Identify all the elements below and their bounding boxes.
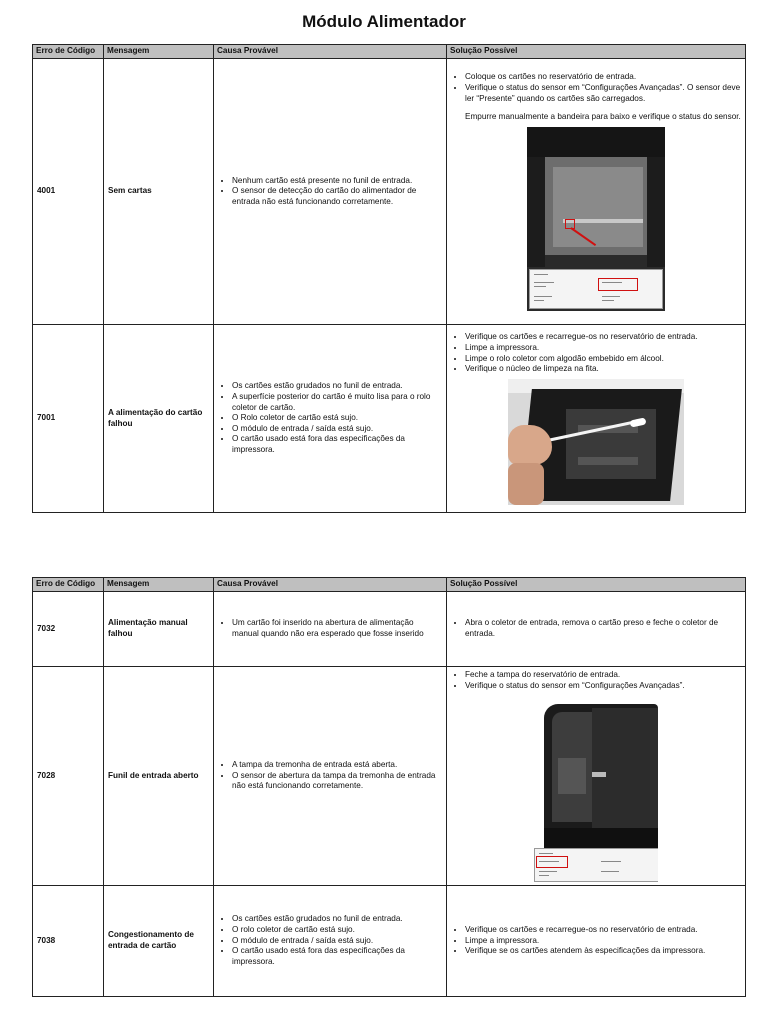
solution-item: • Verifique se os cartões atendem às especificações da impressora. [465,946,741,957]
cause-item: • Nenhum cartão está presente no funil de entrada. [232,176,442,187]
header-cause: Causa Provável [214,578,447,592]
solution-item: • Limpe a impressora. [465,936,741,947]
cause-cell [214,325,447,513]
error-code: 7028 [33,667,104,886]
page-title: Módulo Alimentador [302,12,466,31]
header-message: Mensagem [104,45,214,59]
error-message: Sem cartas [104,59,214,325]
cause-item: • O cartão usado está fora das especificações da impressora. [232,946,442,967]
solution-cell [447,59,746,325]
cause-item: • Os cartões estão grudados no funil de entrada. [232,914,442,925]
cause-item: • O cartão usado está fora das especificações da impressora. [232,434,442,455]
error-message: Funil de entrada aberto [104,667,214,886]
table-row [33,592,746,667]
error-code: 7032 [33,592,104,667]
header-message: Mensagem [104,578,214,592]
sensor-flag-photo [527,127,665,311]
table-row [33,667,746,886]
cause-item: • O módulo de entrada / saída está sujo. [232,936,442,947]
header-cause: Causa Provável [214,45,447,59]
solution-item: • Feche a tampa do reservatório de entrada. [465,670,741,681]
cause-item: • O Rolo coletor de cartão está sujo. [232,413,442,424]
solution-item: • Limpe o rolo coletor com algodão embebido em álcool. [465,354,741,365]
error-code: 4001 [33,59,104,325]
solution-item: • Abra o coletor de entrada, remova o cartão preso e feche o coletor de entrada. [465,618,741,639]
solution-item: • Verifique o status do sensor em “Configurações Avançadas”. [465,681,741,692]
header-code: Erro de Código [33,578,104,592]
error-message: A alimentação do cartão falhou [104,325,214,513]
table-header-row [33,45,746,59]
solution-item: • Coloque os cartões no reservatório de entrada. [465,72,741,83]
header-code: Erro de Código [33,45,104,59]
header-solution: Solução Possível [447,45,746,59]
solution-cell [447,592,746,667]
error-table-1 [32,44,746,513]
cause-item: • Um cartão foi inserido na abertura de alimentação manual quando não era esperado que fosse inserido [232,618,442,639]
cleaning-swab-photo [508,379,684,505]
table-header-row [33,578,746,592]
solution-item: • Limpe a impressora. [465,343,741,354]
error-table-2 [32,577,746,997]
solution-note: Empurre manualmente a bandeira para baixo e verifique o status do sensor. [465,112,741,122]
table-row [33,59,746,325]
cause-item: • O rolo coletor de cartão está sujo. [232,925,442,936]
cause-item: • O sensor de abertura da tampa da tremonha de entrada não está funcionando corretamente. [232,771,442,792]
solution-cell [447,325,746,513]
table-row [33,325,746,513]
error-message: Congestionamento de entrada de cartão [104,886,214,997]
header-solution: Solução Possível [447,578,746,592]
cause-item: • A superfície posterior do cartão é muito lisa para o rolo coletor de cartão. [232,392,442,413]
cause-cell [214,592,447,667]
error-message: Alimentação manual falhou [104,592,214,667]
solution-item: • Verifique os cartões e recarregue-os no reservatório de entrada. [465,925,741,936]
cause-item: • Os cartões estão grudados no funil de entrada. [232,381,442,392]
cause-cell [214,886,447,997]
solution-item: • Verifique os cartões e recarregue-os no reservatório de entrada. [465,332,741,343]
error-code: 7001 [33,325,104,513]
cause-item: • A tampa da tremonha de entrada está aberta. [232,760,442,771]
error-code: 7038 [33,886,104,997]
table-row [33,886,746,997]
printer-photo [534,698,658,882]
cause-cell [214,667,447,886]
cause-item: • O sensor de detecção do cartão do alimentador de entrada não está funcionando corretamente. [232,186,442,207]
cause-item: • O módulo de entrada / saída está sujo. [232,424,442,435]
solution-item: • Verifique o núcleo de limpeza na fita. [465,364,741,375]
solution-cell [447,667,746,886]
solution-cell [447,886,746,997]
cause-cell [214,59,447,325]
solution-item: • Verifique o status do sensor em “Configurações Avançadas”. O sensor deve ler “Presente” quando os cartões são carregados. [465,83,741,104]
